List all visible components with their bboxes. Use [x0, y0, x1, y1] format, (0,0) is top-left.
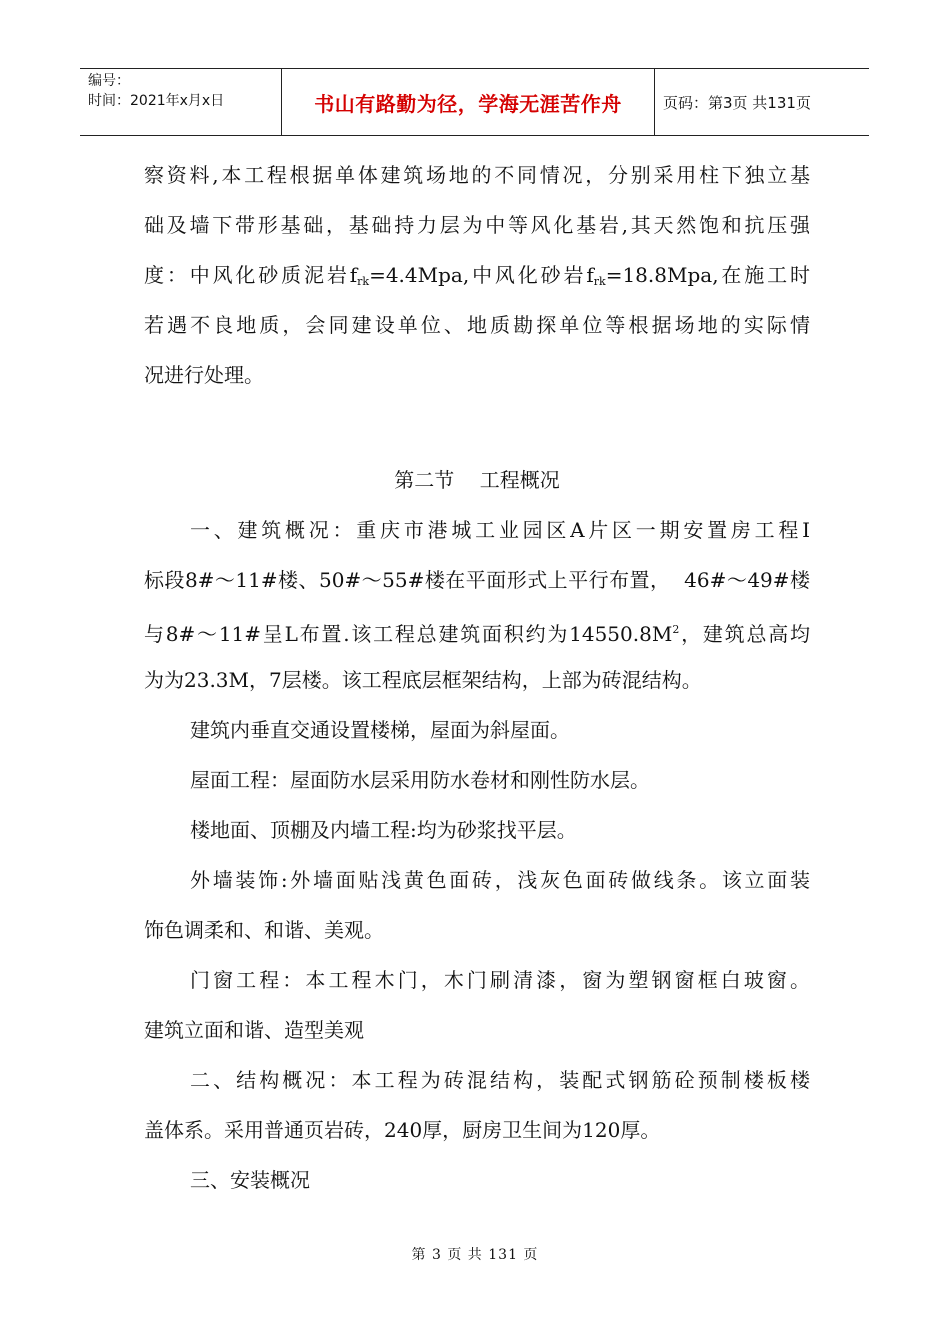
paragraph-line: 二、结构概况：本工程为砖混结构，装配式钢筋砼预制楼板楼 [190, 1068, 810, 1092]
motto-text: 书山有路勤为径，学海无涯苦作舟 [314, 91, 622, 116]
footer-page-number: 第 3 页 共 131 页 [411, 1247, 539, 1263]
paragraph-line: 楼地面、顶棚及内墙工程:均为砂浆找平层。 [190, 818, 577, 842]
paragraph-line: 标段8#～11#楼、50#～55#楼在平面形式上平行布置， 46#～49#楼 [144, 568, 810, 592]
subscript-rk: rk [357, 275, 370, 288]
paragraph-line [144, 615, 810, 645]
header-motto-cell [282, 69, 655, 135]
paragraph-line: 建筑立面和谐、造型美观 [144, 1018, 364, 1042]
paragraph-line: 外墙装饰:外墙面贴浅黄色面砖，浅灰色面砖做线条。该立面装 [190, 868, 810, 892]
header-meta [80, 69, 282, 135]
page-info-text: 页码：第3页 共131页 [663, 93, 811, 112]
paragraph-line: 若遇不良地质，会同建设单位、地质勘探单位等根据场地的实际情 [144, 313, 810, 337]
paragraph-line: 建筑内垂直交通设置楼梯，屋面为斜屋面。 [190, 718, 570, 742]
text-run: 度：中风化砂质泥岩f [144, 263, 358, 287]
text-run: =18.8Mpa,在施工时 [605, 263, 810, 287]
page-footer [0, 1244, 950, 1264]
section-title: 第二节 工程概况 [394, 468, 560, 492]
time-label: 时间：2021年x月x日 [88, 93, 225, 109]
text-run: =4.4Mpa,中风化砂岩f [369, 263, 594, 287]
paragraph-line: 础及墙下带形基础，基础持力层为中等风化基岩,其天然饱和抗压强 [144, 213, 810, 237]
text-run: ，建筑总高均 [679, 622, 811, 646]
number-label: 编号： [88, 73, 130, 89]
paragraph-line [144, 260, 810, 290]
paragraph-line: 饰色调柔和、和谐、美观。 [144, 918, 384, 942]
paragraph-line: 察资料,本工程根据单体建筑场地的不同情况，分别采用柱下独立基 [144, 163, 810, 187]
superscript-2: 2 [672, 623, 680, 636]
paragraph-line: 三、安装概况 [190, 1168, 310, 1192]
paragraph-line: 门窗工程：本工程木门，木门刷清漆，窗为塑钢窗框白玻窗。 [190, 968, 810, 992]
header-page-info [655, 69, 869, 135]
text-run: 与8#～11#呈L布置.该工程总建筑面积约为14550.8M [144, 622, 673, 646]
subscript-rk: rk [593, 275, 606, 288]
paragraph-line: 况进行处理。 [144, 363, 264, 387]
paragraph-line: 屋面工程：屋面防水层采用防水卷材和刚性防水层。 [190, 768, 650, 792]
document-header [80, 68, 869, 136]
paragraph-line: 盖体系。采用普通页岩砖，240厚，厨房卫生间为120厚。 [144, 1118, 661, 1142]
paragraph-line: 一、建筑概况：重庆市港城工业园区A片区一期安置房工程Ⅰ [190, 518, 810, 542]
paragraph-line: 为为23.3M，7层楼。该工程底层框架结构，上部为砖混结构。 [144, 668, 702, 692]
